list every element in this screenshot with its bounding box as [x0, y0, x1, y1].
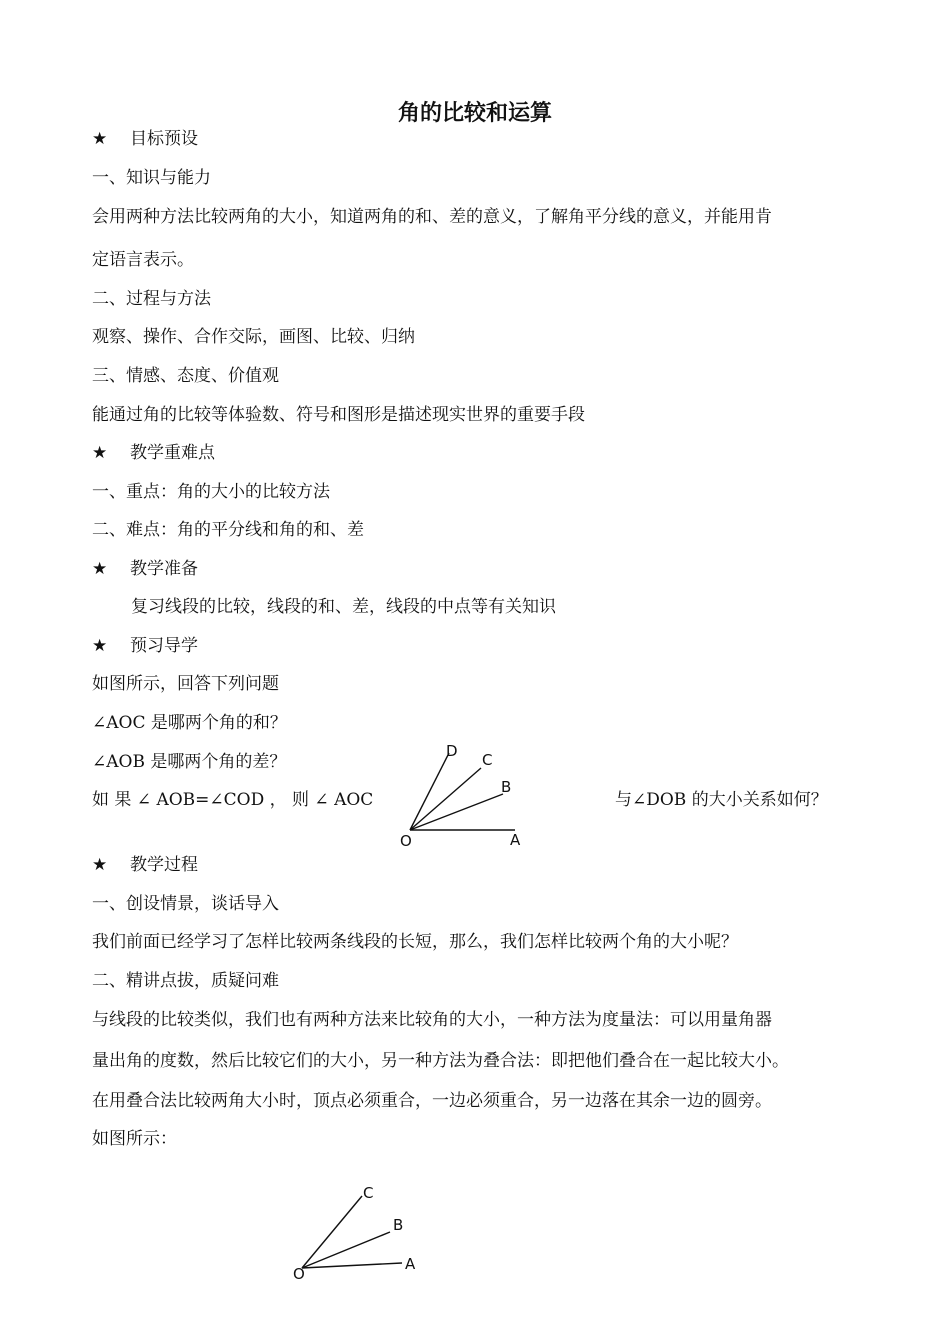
paragraph: 定语言表示。 [92, 250, 194, 270]
paragraph: 一、重点：角的大小的比较方法 [92, 482, 330, 502]
point-label-a: A [510, 831, 521, 849]
paragraph: 我们前面已经学习了怎样比较两条线段的长短，那么，我们怎样比较两个角的大小呢？ [92, 932, 738, 952]
question: ∠AOC 是哪两个角的和？ [92, 713, 287, 733]
paragraph: 如图所示，回答下列问题 [92, 674, 279, 694]
question: ∠AOB 是哪两个角的差？ [92, 752, 287, 772]
point-label-o: O [400, 832, 412, 850]
paragraph: 一、创设情景，谈话导入 [92, 894, 279, 914]
star-icon: ★ [92, 443, 108, 463]
point-label-o: O [293, 1265, 305, 1283]
point-label-d: D [446, 742, 458, 760]
section-heading-preparation: ★ 教学准备 [92, 559, 198, 579]
section-heading-teaching: ★ 教学过程 [92, 855, 198, 875]
paragraph: 会用两种方法比较两角的大小，知道两角的和、差的意义，了解角平分线的意义，并能用肯 [92, 207, 772, 227]
paragraph: 在用叠合法比较两角大小时，顶点必须重合，一边必须重合，另一边落在其余一边的圆旁。 [92, 1091, 772, 1111]
point-label-b: B [393, 1216, 404, 1234]
question-part: 与∠DOB 的大小关系如何？ [615, 790, 828, 810]
paragraph: 量出角的度数，然后比较它们的大小，另一种方法为叠合法：即把他们叠合在一起比较大小。 [92, 1051, 789, 1071]
star-icon: ★ [92, 855, 108, 875]
point-label-a: A [405, 1255, 416, 1273]
paragraph: 如图所示： [92, 1129, 177, 1149]
point-label-c: C [363, 1184, 374, 1202]
question-part: 如 果 ∠ AOB=∠COD ， 则 ∠ AOC [92, 790, 374, 810]
values-heading: 三、情感、态度、价值观 [92, 366, 279, 386]
paragraph: 能通过角的比较等体验数、符号和图形是描述现实世界的重要手段 [92, 405, 585, 425]
point-label-b: B [501, 778, 512, 796]
star-icon: ★ [92, 636, 108, 656]
paragraph: 复习线段的比较，线段的和、差，线段的中点等有关知识 [131, 597, 556, 617]
section-heading-preview: ★ 预习导学 [92, 636, 198, 656]
star-icon: ★ [92, 129, 108, 149]
paragraph: 二、难点：角的平分线和角的和、差 [92, 520, 364, 540]
process-heading: 二、过程与方法 [92, 289, 211, 309]
angle-figure-2 [290, 1180, 430, 1285]
paragraph: 观察、操作、合作交际，画图、比较、归纳 [92, 327, 415, 347]
section-heading-key-points: ★ 教学重难点 [92, 443, 215, 463]
point-label-c: C [482, 751, 493, 769]
page-title: 角的比较和运算 [397, 101, 552, 126]
paragraph: 二、精讲点拔，质疑问难 [92, 971, 279, 991]
knowledge-heading: 一、知识与能力 [92, 168, 211, 188]
section-heading-goals: ★ 目标预设 [92, 129, 198, 149]
angle-figure-1 [395, 738, 535, 850]
paragraph: 与线段的比较类似，我们也有两种方法来比较角的大小，一种方法为度量法：可以用量角器 [92, 1010, 772, 1030]
star-icon: ★ [92, 559, 108, 579]
